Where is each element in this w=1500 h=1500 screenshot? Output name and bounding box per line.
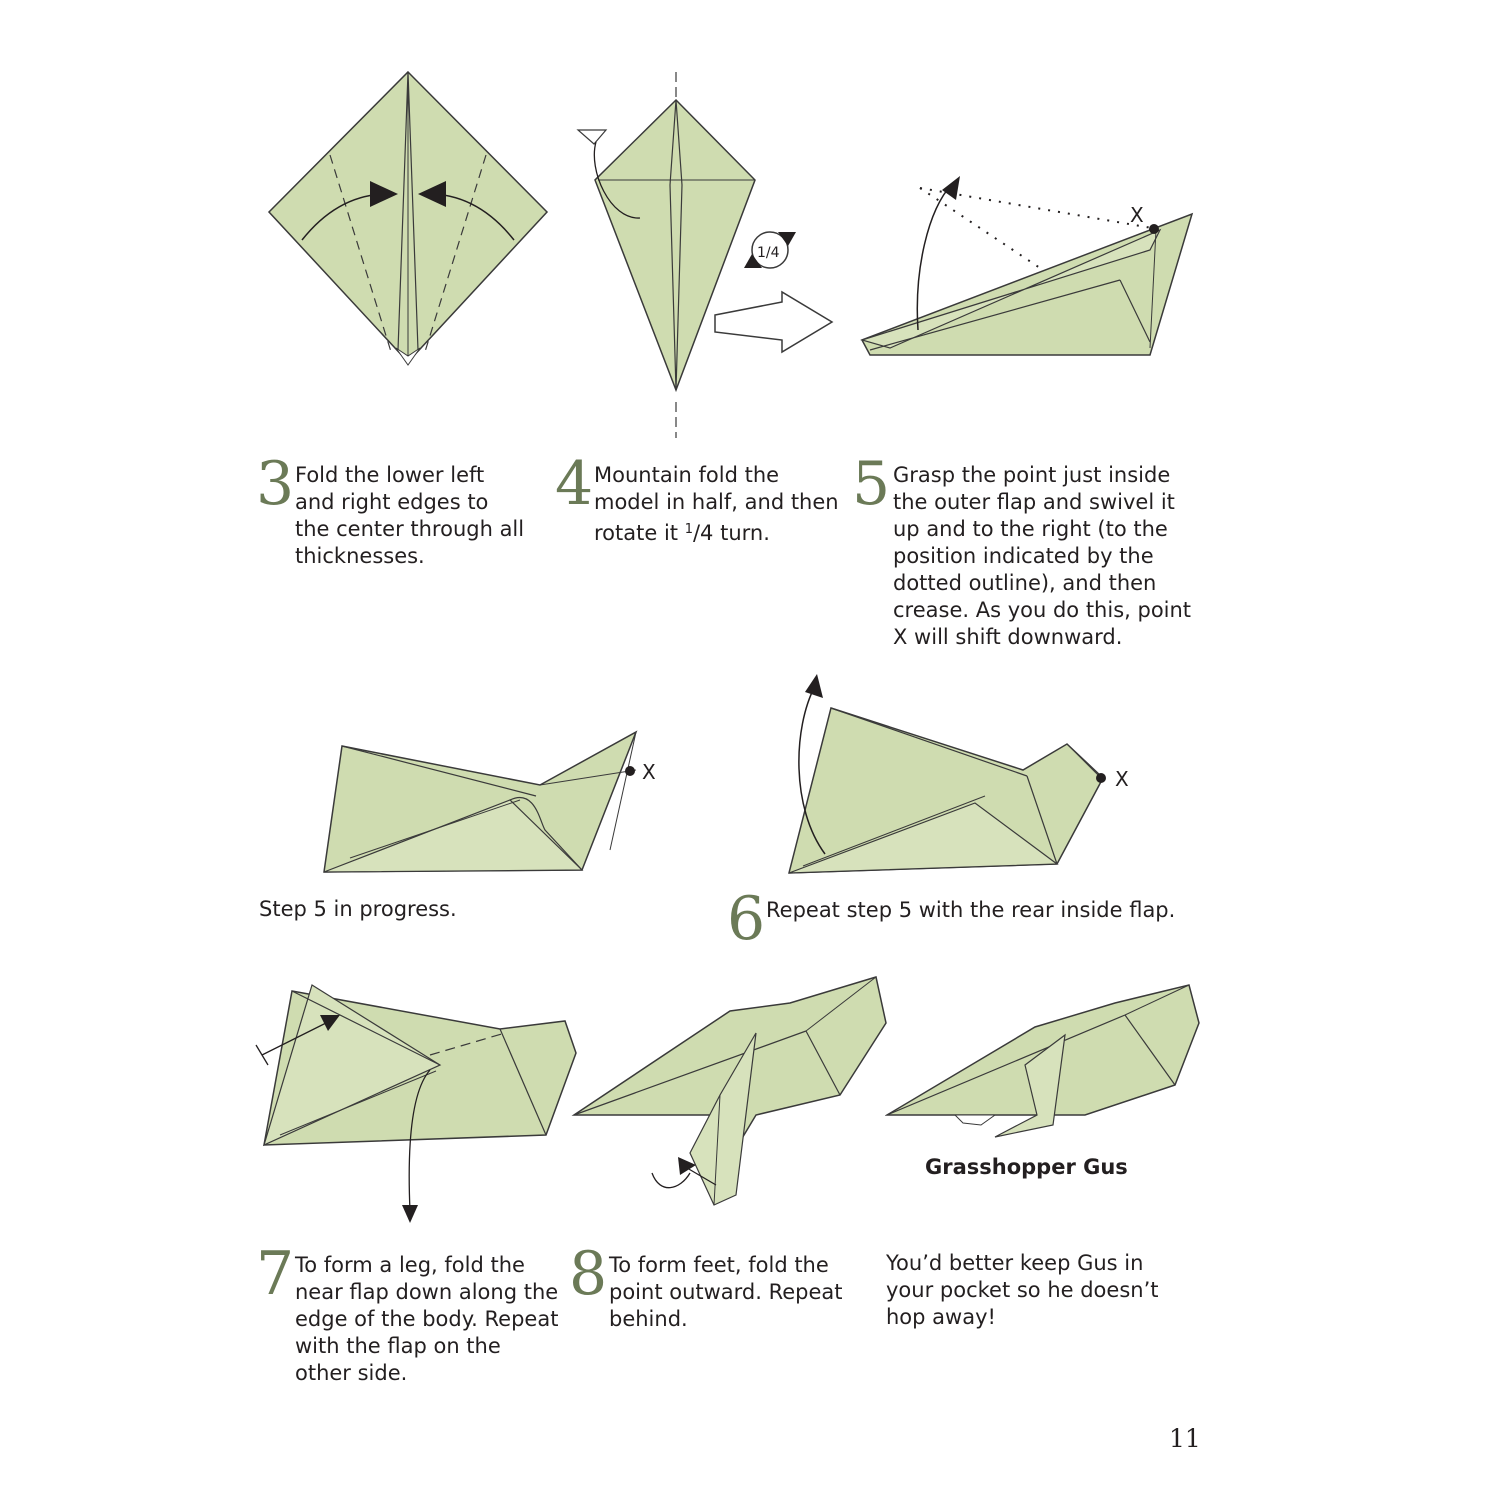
step-6-instruction (727, 884, 1187, 957)
step-5-instruction (852, 449, 1192, 662)
step-number: 7 (256, 1239, 295, 1309)
final-note: You’d better keep Gus in your pocket so he doesn’t hop away! (886, 1251, 1159, 1329)
step-text: Repeat step 5 with the rear inside flap. (766, 898, 1176, 922)
step-8-instruction (569, 1239, 859, 1342)
step-3-instruction (256, 449, 536, 582)
final-grasshopper-diagram (885, 975, 1205, 1150)
grasshopper-title: Grasshopper Gus (925, 1155, 1128, 1179)
point-x-label: X (642, 760, 656, 784)
step-text: To form a leg, fold the near flap down along the edge of the body. Repeat with the flap on the other side. (295, 1253, 559, 1385)
quarter-turn-label: 1/4 (757, 245, 780, 261)
step-number: 8 (569, 1239, 608, 1309)
step-8-diagram (570, 975, 890, 1215)
step-4-diagram (570, 70, 840, 440)
step-number: 3 (256, 449, 295, 519)
step-text: Grasp the point just inside the outer flap and swivel it up and to the right (to the position indicated by the dotted outline), and then crease. As you do this, point X will shift downward. (893, 463, 1192, 649)
step-number: 5 (852, 449, 891, 519)
step-number: 6 (727, 884, 766, 954)
step-5-progress-diagram (320, 730, 680, 880)
step-number: 4 (555, 449, 594, 519)
step-text: Fold the lower left and right edges to the center through all thicknesses. (295, 463, 525, 568)
step-6-diagram (785, 668, 1145, 878)
step-text: To form feet, fold the point outward. Repeat behind. (609, 1253, 843, 1331)
point-x-label: X (1115, 767, 1129, 791)
step-text: Mountain fold the model in half, and then rotate it $^1$/4 turn. (594, 463, 839, 545)
page-number: 11 (1169, 1424, 1201, 1453)
step-7-instruction (256, 1239, 559, 1397)
step-3-diagram (260, 60, 560, 380)
step-7-diagram (250, 975, 590, 1225)
point-x-label: X (1130, 203, 1144, 227)
step-5-diagram (860, 170, 1200, 370)
step-5-progress-caption: Step 5 in progress. (259, 897, 457, 921)
step-4-instruction (555, 449, 845, 552)
